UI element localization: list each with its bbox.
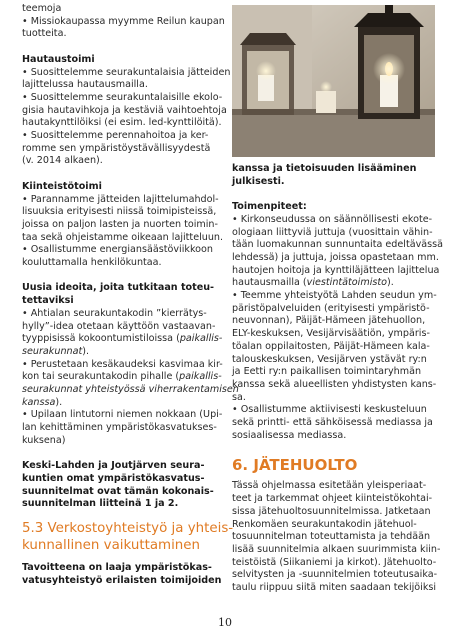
text-line: • Osallistumme aktiivisesti keskusteluun — [232, 404, 427, 416]
text-line — [22, 333, 223, 346]
text-line: sosiaalisessa mediassa. — [232, 429, 347, 441]
text-fragment: hautausmailla ( — [232, 277, 307, 289]
section-title-line: kunnallinen vaikuttaminen — [22, 537, 201, 553]
text-line: lehdessä) ja juttuja, joissa opastetaan mm. — [232, 251, 439, 263]
section-heading: Toimenpiteet: — [232, 201, 307, 213]
jatehuolto-paragraph — [232, 480, 441, 594]
text-line: Tässä ohjelmassa esitetään yleisperiaat- — [232, 480, 427, 492]
text-line: teemoja — [22, 3, 62, 14]
text-line: tuotteita. — [22, 28, 67, 40]
section-6-title — [232, 456, 435, 474]
text-line: päristöpalveluiden (erityisesti ympäristö- — [232, 302, 430, 314]
text-line: sekä printti- että sähköisessä mediassa ja — [232, 417, 433, 429]
text-line: • Suosittelemme seurakuntalaisille ekolo- — [22, 91, 223, 103]
left-column — [22, 3, 239, 587]
text-line: suunnitelman liitteinä 1 ja 2. — [22, 498, 179, 510]
text-line: taa sekä ohjeistamme oikeaan lajitteluun. — [22, 231, 224, 243]
text-line — [232, 277, 435, 290]
intro-paragraph — [22, 3, 225, 41]
text-line: töalan oppilaitosten, Päijät-Hämeen kala- — [232, 340, 430, 352]
kiinteistotoimi-section — [22, 180, 224, 270]
section-title-line: 5.3 Verkostoyhteistyö ja yhteis- — [22, 521, 234, 537]
text-line: • Missiokaupassa myymme Reilun kaupan — [22, 15, 225, 27]
text-line: ja Eetti ry:n paikallisen toimintaryhmän — [232, 366, 422, 378]
text-line: Renkomäen seurakuntakodin jätehuol- — [232, 518, 417, 530]
section-5-3-title — [22, 521, 234, 554]
italic-fragment: kanssa — [22, 396, 56, 408]
text-line: Tavoitteena on laaja ympäristökas- — [22, 562, 212, 574]
text-line: lisää suunnitelmia alkaen suurimmista kiin- — [232, 543, 441, 555]
photo-illustration — [232, 5, 435, 157]
page-number: 10 — [218, 616, 232, 629]
right-column — [232, 163, 444, 595]
text-line: kanssa ja tietoisuuden lisääminen — [232, 163, 417, 174]
text-line: lajittelussa hautausmailla. — [22, 79, 148, 91]
text-line: gisia hautavihkoja ja kestäviä vaihtoehtoja — [22, 104, 227, 116]
text-line: Keski-Lahden ja Joutjärven seura- — [22, 460, 205, 472]
section-heading: Hautaustoimi — [22, 53, 95, 65]
hautaustoimi-section — [22, 53, 231, 168]
keski-lahden-paragraph — [22, 460, 219, 511]
text-line: • Suosittelemme seurakuntalaisia jätteiden — [22, 66, 231, 78]
text-line: sa. — [232, 391, 246, 403]
uusia-ideoita-section — [22, 282, 239, 447]
italic-fragment: paikallis- — [179, 333, 223, 345]
text-line: talouskeskuksen, Vesijärven ystävät ry:n — [232, 353, 427, 365]
text-fragment: tyyppisissä kokoontumistiloissa ( — [22, 333, 180, 345]
text-line: kouluttamalla henkilökuntaa. — [22, 257, 162, 269]
text-line: tosuunnitelman toteuttamista ja tehdään — [232, 531, 431, 543]
candle-lantern-photo — [232, 5, 435, 157]
text-line: lan kehittäminen ympäristökasvatukses- — [22, 422, 217, 434]
text-line: selvitysten ja -suunnitelmien toteutusaika- — [232, 569, 438, 581]
text-line: kuntien omat ympäristökasvatus- — [22, 472, 205, 484]
text-fragment: kon tai seurakuntakodin pihalle ( — [22, 371, 180, 383]
text-line: • Perustetaan kesäkaudeksi kasvimaa kir- — [22, 358, 223, 370]
text-line: • Osallistumme energiansäästöviikkoon — [22, 244, 213, 256]
text-line: suunnitelmat ovat tämän kokonais- — [22, 485, 214, 497]
text-line: • Teemme yhteistyötä Lahden seudun ym- — [232, 290, 437, 302]
text-line: vatusyhteistyö erilaisten toimijoiden — [22, 574, 222, 586]
text-line: seurakunnat yhteistyössä viherrakentamisen — [22, 384, 239, 396]
text-line: teistöistä (Siikaniemi ja kirkot). Jätehuolto- — [232, 556, 437, 568]
continuation-paragraph — [232, 163, 435, 188]
italic-fragment: seurakunnat — [22, 345, 83, 357]
italic-fragment: viestintätoimisto — [306, 277, 387, 289]
text-line: (v. 2014 alkaen). — [22, 155, 103, 167]
tavoitteena-paragraph — [22, 562, 222, 587]
text-line: • Suosittelemme perennahoitoa ja ker- — [22, 130, 209, 142]
text-line: • Upilaan lintutorni niemen nokkaan (Upi- — [22, 409, 223, 421]
text-line: neuvonnan), Päijät-Hämeen jätehuollon, — [232, 315, 426, 327]
text-line — [22, 397, 219, 410]
text-line: • Ahtialan seurakuntakodin ”kierrätys- — [22, 307, 207, 319]
italic-fragment: paikallis- — [179, 371, 222, 383]
text-line — [22, 346, 219, 359]
text-line: taulu riippuu siitä miten saadaan tekijöiksi — [232, 582, 437, 594]
text-line: hautojen hoitoja ja kynttiläjätteen lajittelua — [232, 264, 440, 276]
section-heading: tettaviksi — [22, 295, 74, 307]
text-line — [22, 371, 222, 384]
text-fragment: ). — [55, 396, 63, 408]
text-line: joissa on paljon lasten ja nuorten toimin- — [22, 218, 218, 230]
text-line: romme sen ympäristöystävällisyydestä — [22, 142, 211, 154]
section-title: 6. JÄTEHUOLTO — [232, 456, 358, 475]
section-heading: Uusia ideoita, joita tutkitaan toteu- — [22, 282, 215, 294]
text-line: hautakynttilöiksi (ei esim. led-kynttilöitä). — [22, 117, 222, 129]
text-line: tään luomakunnan sunnuntaita edeltävässä — [232, 239, 444, 251]
text-line: kuksena) — [22, 434, 66, 446]
text-line: sissa jätehuoltosuunnitelmissa. Jatketaan — [232, 505, 431, 517]
text-line: hylly”-idea otetaan käyttöön vastaavan- — [22, 320, 216, 332]
text-line: ELY-keskuksen, Vesijärvisäätiön, ympäris- — [232, 328, 430, 340]
text-line: lisuuksia erityisesti niissä toimipisteissä, — [22, 206, 217, 218]
toimenpiteet-section — [232, 201, 444, 442]
text-line: • Parannamme jätteiden lajittelumahdol- — [22, 193, 219, 205]
text-line: teet ja tarkemmat ohjeet kiinteistökohtai- — [232, 493, 433, 505]
text-line: • Kirkonseudussa on säännöllisesti ekote- — [232, 213, 433, 225]
text-line: ologiaan liittyviä juttuja (vuosittain vähin- — [232, 226, 433, 238]
text-fragment: ). — [82, 345, 90, 357]
text-line: julkisesti. — [232, 175, 285, 187]
section-heading: Kiinteistötoimi — [22, 180, 102, 192]
text-line: kanssa sekä alueellisten yhdistysten kans- — [232, 378, 437, 390]
text-fragment: ). — [387, 277, 394, 289]
